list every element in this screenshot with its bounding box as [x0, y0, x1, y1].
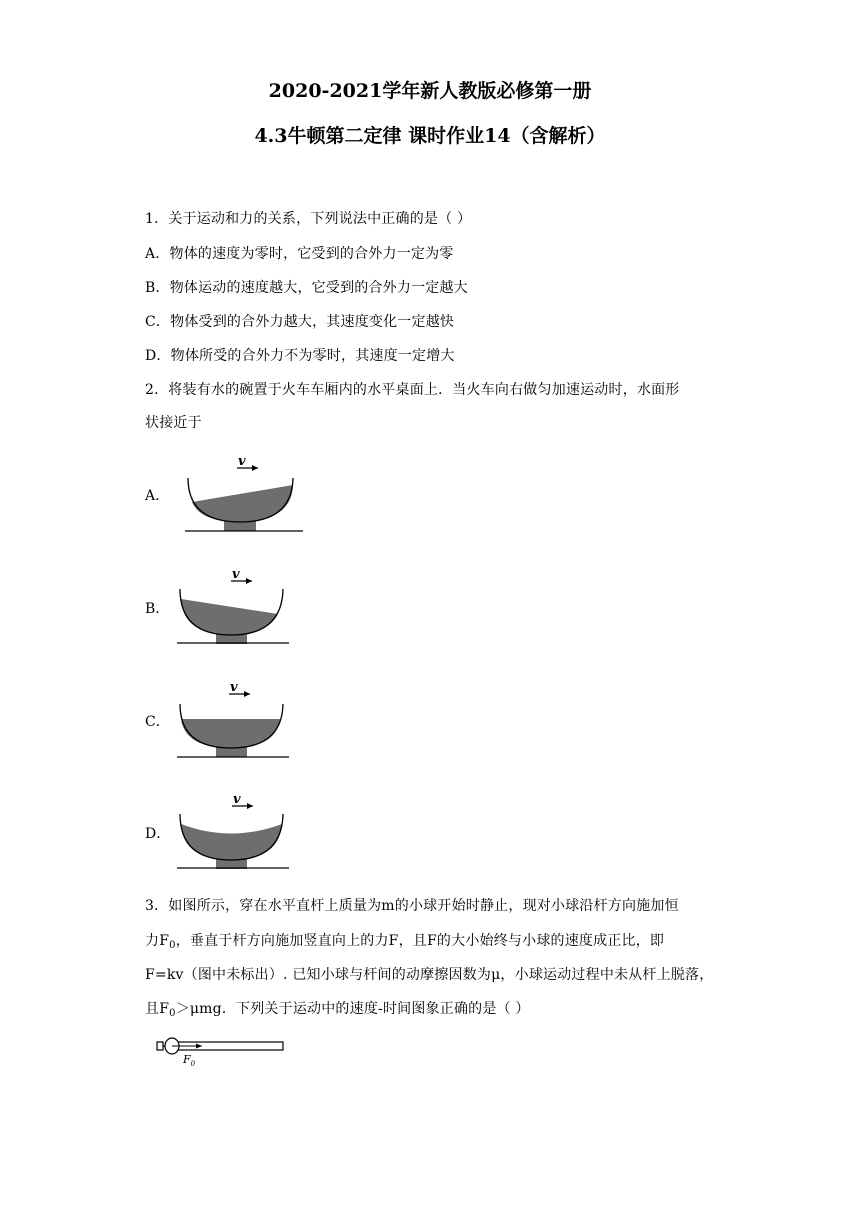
- q3-line3: F=kv（图中未标出）. 已知小球与杆间的动摩擦因数为μ，小球运动过程中未从杆上脱落，: [145, 967, 714, 983]
- document-title-line2: 4.3牛顿第二定律 课时作业14（含解析）: [254, 125, 606, 147]
- q1-option-b: B．物体运动的速度越大，它受到的合外力一定越大: [145, 280, 468, 296]
- force-label: $F_0$: [183, 1053, 196, 1068]
- bowl-figure-a: [180, 450, 310, 536]
- q2-stem-line1: 2．将装有水的碗置于火车车厢内的水平桌面上．当火车向右做匀加速运动时，水面形: [145, 382, 680, 398]
- bowl-figure-b: [175, 563, 305, 649]
- q2-option-a-label: A．: [145, 488, 170, 504]
- rod-ball-figure: [150, 1030, 290, 1072]
- q2-option-b-label: B．: [145, 601, 170, 617]
- rod-end: [157, 1042, 163, 1050]
- velocity-label: v: [238, 454, 246, 469]
- q1-option-d: D．物体所受的合外力不为零时，其速度一定增大: [145, 348, 455, 364]
- q3-line1: 3．如图所示，穿在水平直杆上质量为m的小球开始时静止，现对小球沿杆方向施加恒: [145, 898, 679, 914]
- document-title-line1: 2020-2021学年新人教版必修第一册: [268, 80, 592, 102]
- q1-option-a: A．物体的速度为零时，它受到的合外力一定为零: [145, 246, 454, 262]
- q1-stem: 1．关于运动和力的关系，下列说法中正确的是（ ）: [145, 211, 472, 227]
- q2-option-d-label: D．: [145, 826, 171, 842]
- velocity-label: v: [233, 792, 241, 807]
- q2-option-c-label: C．: [145, 714, 170, 730]
- bowl-figure-c: [175, 676, 305, 762]
- q3-line4: 且$F_0>\mu mg$．下列关于运动中的速度-时间图象正确的是（ ）: [145, 1001, 530, 1019]
- bowl-figure-d: [175, 788, 305, 874]
- q2-stem-line2: 状接近于: [145, 415, 202, 431]
- q1-option-c: C．物体受到的合外力越大，其速度变化一定越快: [145, 314, 455, 330]
- q3-line2: 力$F_0$，垂直于杆方向施加竖直向上的力F，且F的大小始终与小球的速度成正比，即: [145, 933, 665, 951]
- velocity-label: v: [230, 680, 238, 695]
- velocity-label: v: [232, 567, 240, 582]
